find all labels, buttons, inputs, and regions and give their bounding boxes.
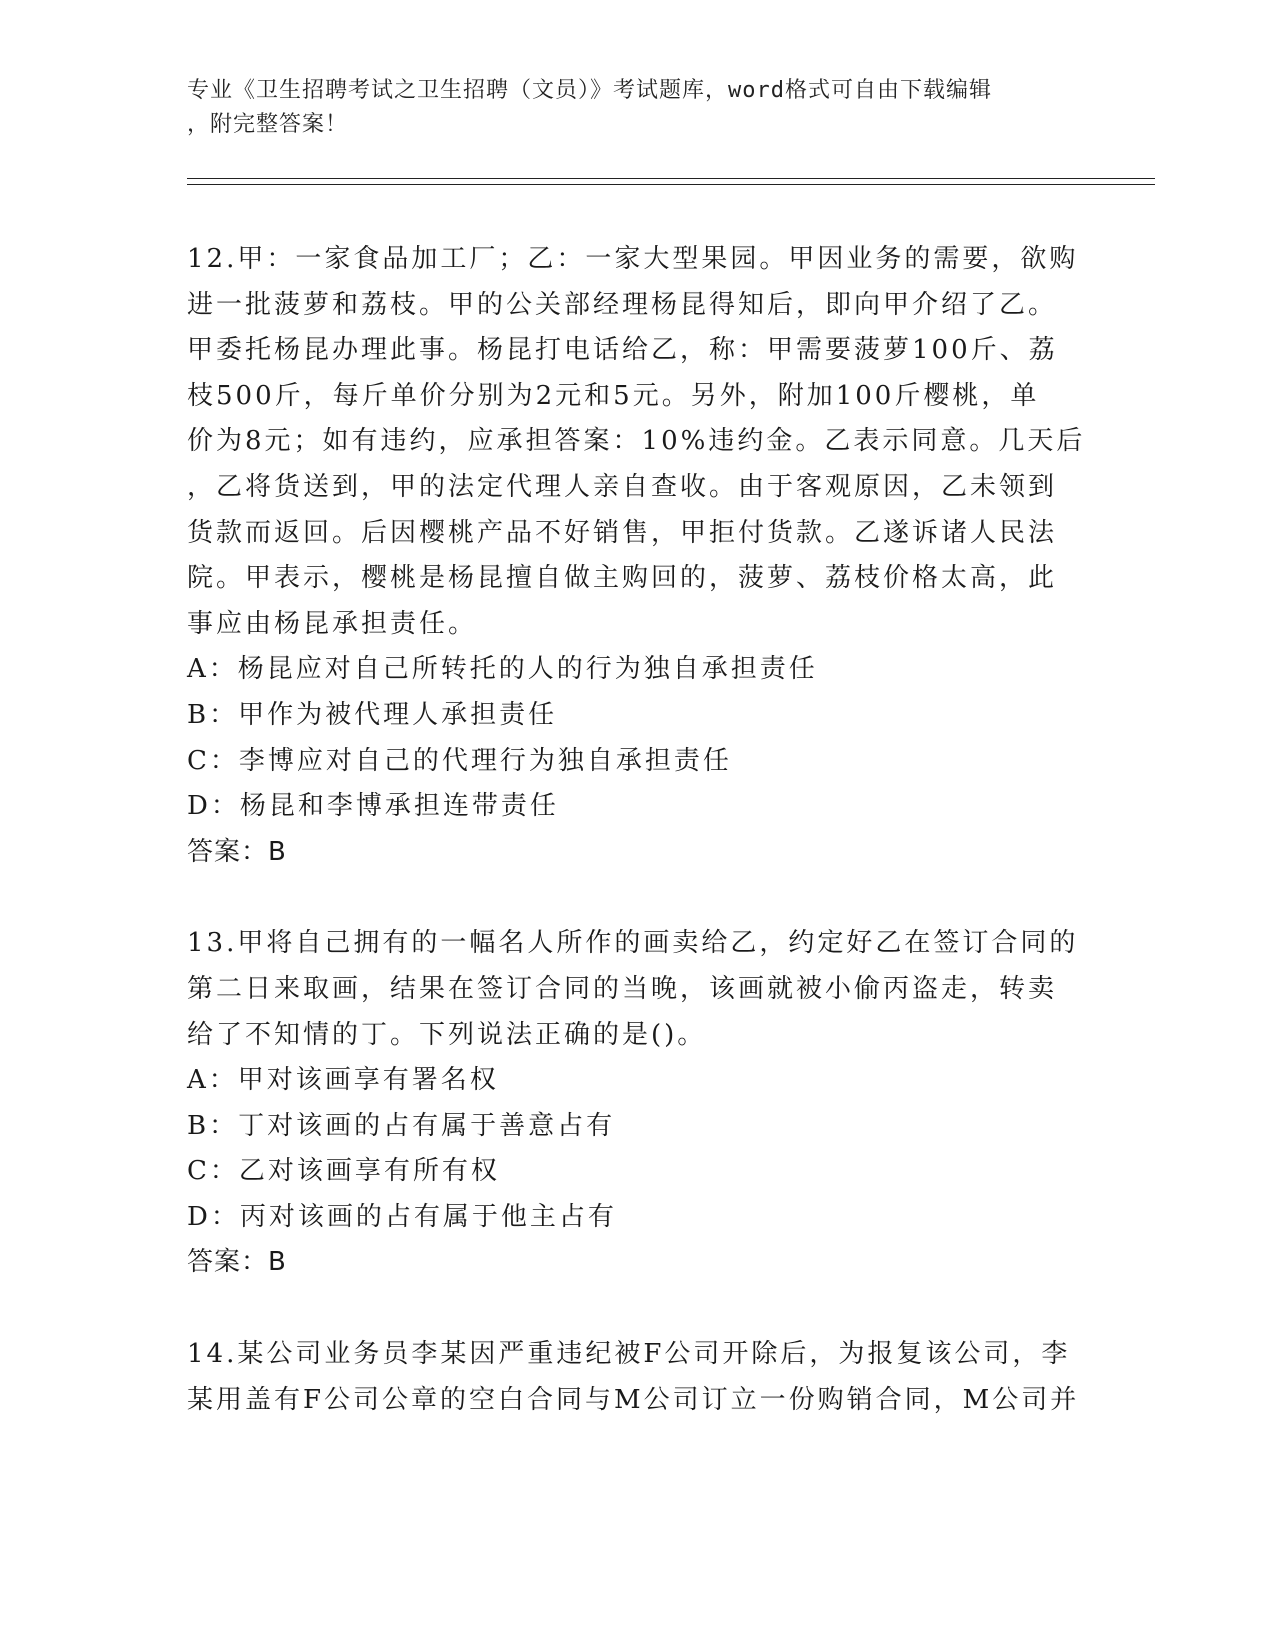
question-stem-line: 事应由杨昆承担责任。 bbox=[187, 608, 478, 639]
question-stem-line: 13.甲将自己拥有的一幅名人所作的画卖给乙，约定好乙在签订合同的 bbox=[187, 928, 1079, 959]
question-spacer bbox=[187, 875, 1087, 921]
question-stem-line: 价为8元；如有违约，应承担答案：10%违约金。乙表示同意。几天后 bbox=[187, 426, 1086, 457]
option-a: A：甲对该画享有署名权 bbox=[187, 1065, 499, 1096]
option-b: B：甲作为被代理人承担责任 bbox=[187, 699, 558, 730]
question-stem-line: ，乙将货送到，甲的法定代理人亲自查收。由于客观原因，乙未领到 bbox=[187, 471, 1058, 502]
question-stem-line: 甲委托杨昆办理此事。杨昆打电话给乙，称：甲需要菠萝100斤、荔 bbox=[187, 335, 1058, 366]
option-a: A：杨昆应对自己所转托的人的行为独自承担责任 bbox=[187, 654, 818, 685]
question-list bbox=[187, 237, 1087, 1423]
question-14 bbox=[187, 1332, 1087, 1423]
header-divider-top bbox=[187, 178, 1155, 179]
question-stem-line: 院。甲表示，樱桃是杨昆擅自做主购回的，菠萝、荔枝价格太高，此 bbox=[187, 563, 1058, 594]
header-line-2: ，附完整答案！ bbox=[187, 112, 349, 137]
header-divider-bottom bbox=[187, 184, 1155, 185]
question-stem-line: 12.甲：一家食品加工厂；乙：一家大型果园。甲因业务的需要，欲购 bbox=[187, 244, 1079, 274]
question-13 bbox=[187, 921, 1087, 1286]
question-stem-line: 给了不知情的丁。下列说法正确的是()。 bbox=[187, 1019, 707, 1050]
option-c: C：李博应对自己的代理行为独自承担责任 bbox=[187, 745, 732, 776]
option-d: D：杨昆和李博承担连带责任 bbox=[187, 791, 559, 822]
option-c: C：乙对该画享有所有权 bbox=[187, 1156, 500, 1187]
option-b: B：丁对该画的占有属于善意占有 bbox=[187, 1110, 616, 1141]
question-stem-line: 枝500斤，每斤单价分别为2元和5元。另外，附加100斤樱桃，单 bbox=[187, 380, 1040, 411]
question-stem-line: 第二日来取画，结果在签订合同的当晚，该画就被小偷丙盗走，转卖 bbox=[187, 973, 1058, 1004]
question-stem-line: 进一批菠萝和荔枝。甲的公关部经理杨昆得知后，即向甲介绍了乙。 bbox=[187, 289, 1058, 320]
option-d: D：丙对该画的占有属于他主占有 bbox=[187, 1201, 617, 1232]
page-header bbox=[187, 74, 1067, 142]
answer-label: 答案：B bbox=[187, 836, 287, 867]
question-12 bbox=[187, 237, 1087, 875]
question-stem-line: 货款而返回。后因樱桃产品不好销售，甲拒付货款。乙遂诉诸人民法 bbox=[187, 517, 1058, 548]
header-line-1: 专业《卫生招聘考试之卫生招聘（文员）》考试题库，word格式可自由下载编辑 bbox=[187, 78, 992, 103]
question-spacer bbox=[187, 1286, 1087, 1332]
question-stem-line: 14.某公司业务员李某因严重违纪被F公司开除后，为报复该公司，李 bbox=[187, 1339, 1071, 1370]
answer-label: 答案：B bbox=[187, 1247, 287, 1278]
question-stem-line: 某用盖有F公司公章的空白合同与M公司订立一份购销合同，M公司并 bbox=[187, 1384, 1080, 1415]
